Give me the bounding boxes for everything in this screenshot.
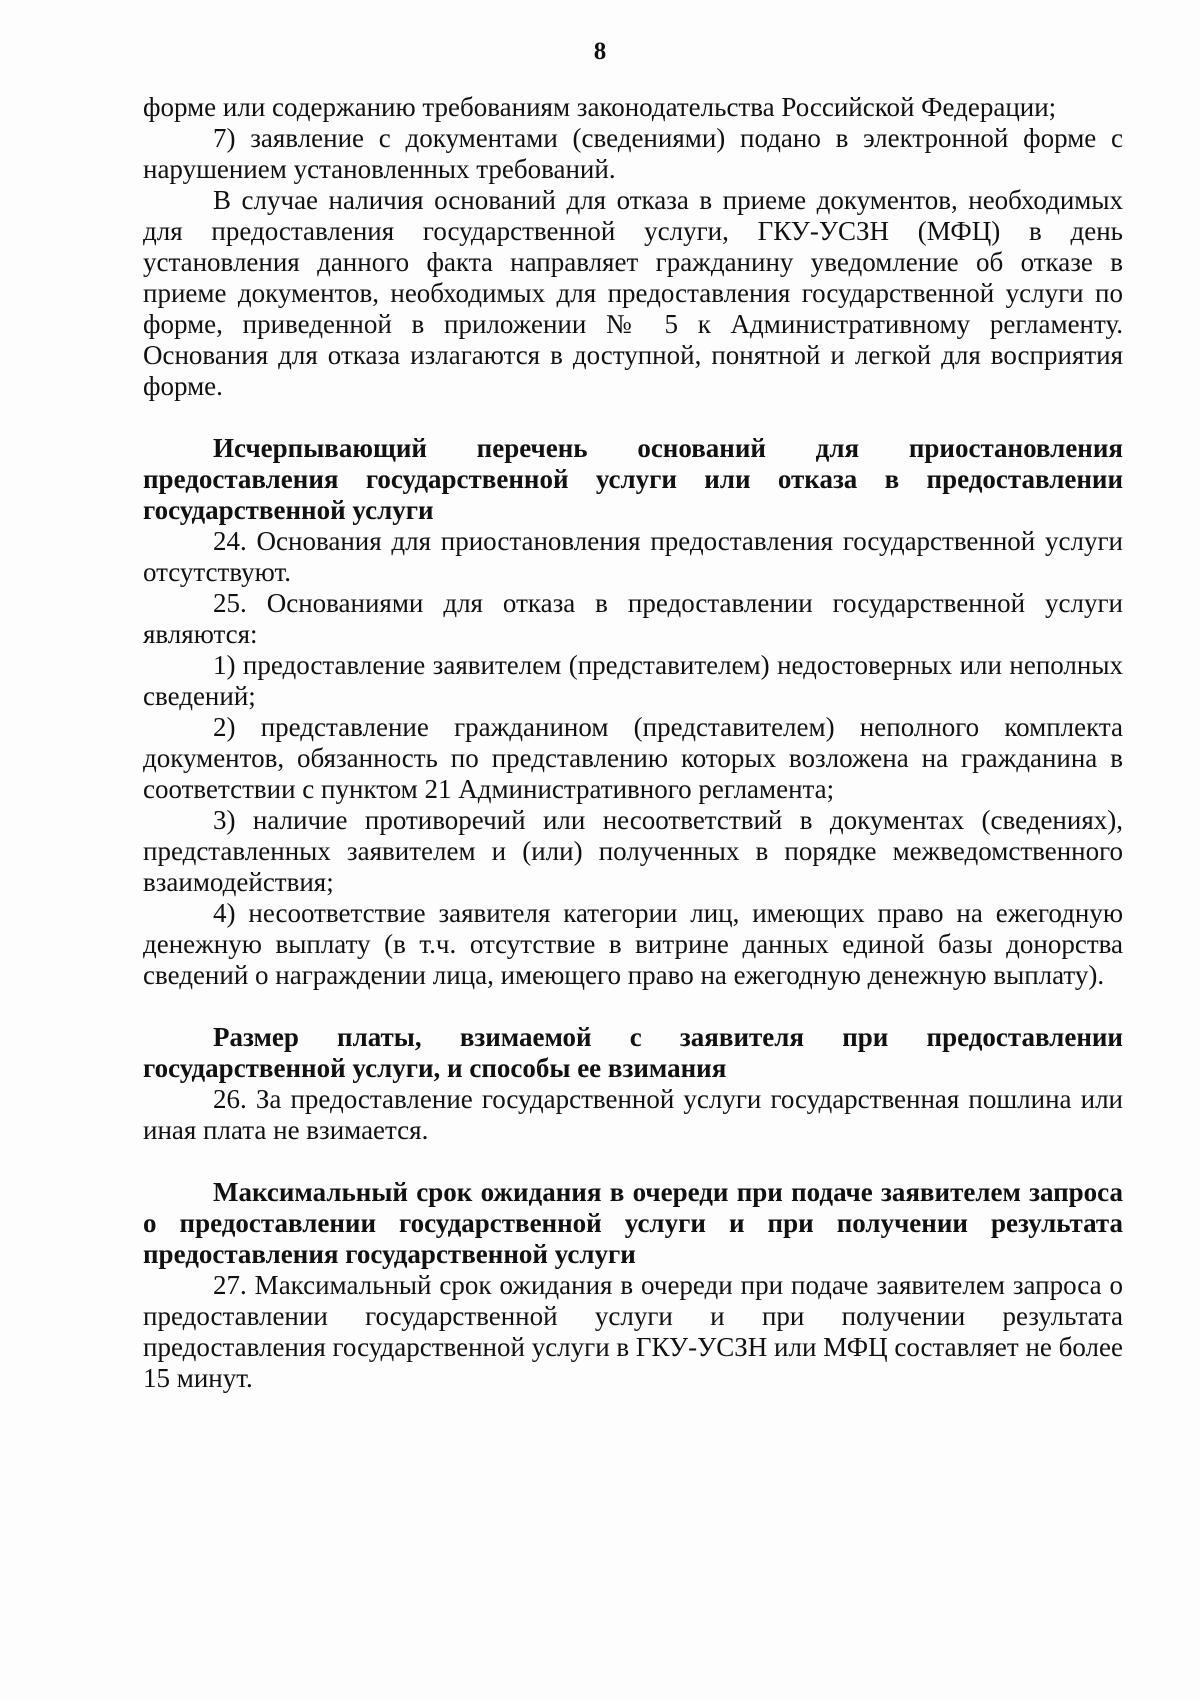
section-heading-fee: Размер платы, взимаемой с заявителя при предоставлении государственной услуги, и способы ее взимания — [143, 1022, 1123, 1083]
document-body — [143, 92, 1123, 1394]
paragraph-refusal-notice: В случае наличия оснований для отказа в приеме документов, необходимых для предоставления государственной услуги, ГКУ-УСЗН (МФЦ) в день установления данного факта направляет гражданину уведомление об отказе в приеме документов, необходимых для предоставления государственной услуги по форме, приведенной в приложении № 5 к Административному регламенту. Основания для отказа излагаются в доступной, понятной и легкой для восприятия форме. — [143, 185, 1123, 401]
paragraph-25-item-1: 1) предоставление заявителем (представителем) недостоверных или неполных сведений; — [143, 650, 1123, 711]
paragraph-continuation: форме или содержанию требованиям законодательства Российской Федерации; — [143, 92, 1057, 122]
paragraph-26: 26. За предоставление государственной услуги государственная пошлина или иная плата не взимается. — [143, 1084, 1123, 1145]
paragraph-item-7: 7) заявление с документами (сведениями) подано в электронной форме с нарушением установленных требований. — [143, 123, 1123, 184]
paragraph-25-item-3: 3) наличие противоречий или несоответствий в документах (сведениях), представленных заявителем и (или) полученных в порядке межведомственного взаимодействия; — [143, 805, 1123, 897]
section-heading-queue-time: Максимальный срок ожидания в очереди при подаче заявителем запроса о предоставлении государственной услуги и при получении результата предоставления государственной услуги — [143, 1177, 1123, 1269]
paragraph-25-item-2: 2) представление гражданином (представителем) неполного комплекта документов, обязанность по представлению которых возложена на гражданина в соответствии с пунктом 21 Административного регламента; — [143, 712, 1123, 804]
paragraph-27: 27. Максимальный срок ожидания в очереди при подаче заявителем запроса о предоставлении государственной услуги и при получении результата предоставления государственной услуги в ГКУ-УСЗН или МФЦ составляет не более 15 минут. — [143, 1270, 1123, 1393]
paragraph-24: 24. Основания для приостановления предоставления государственной услуги отсутствуют. — [143, 526, 1123, 587]
section-spacer — [143, 1146, 1123, 1177]
paragraph-25: 25. Основаниями для отказа в предоставлении государственной услуги являются: — [143, 588, 1123, 649]
paragraph-25-item-4: 4) несоответствие заявителя категории лиц, имеющих право на ежегодную денежную выплату (в т.ч. отсутствие в витрине данных единой базы донорства сведений о награждении лица, имеющего право на ежегодную денежную выплату). — [143, 898, 1123, 990]
section-heading-refusal-grounds: Исчерпывающий перечень оснований для приостановления предоставления государственной услуги или отказа в предоставлении государственной услуги — [143, 433, 1123, 525]
section-spacer — [143, 991, 1123, 1022]
section-spacer — [143, 402, 1123, 433]
page-number: 8 — [593, 38, 607, 65]
